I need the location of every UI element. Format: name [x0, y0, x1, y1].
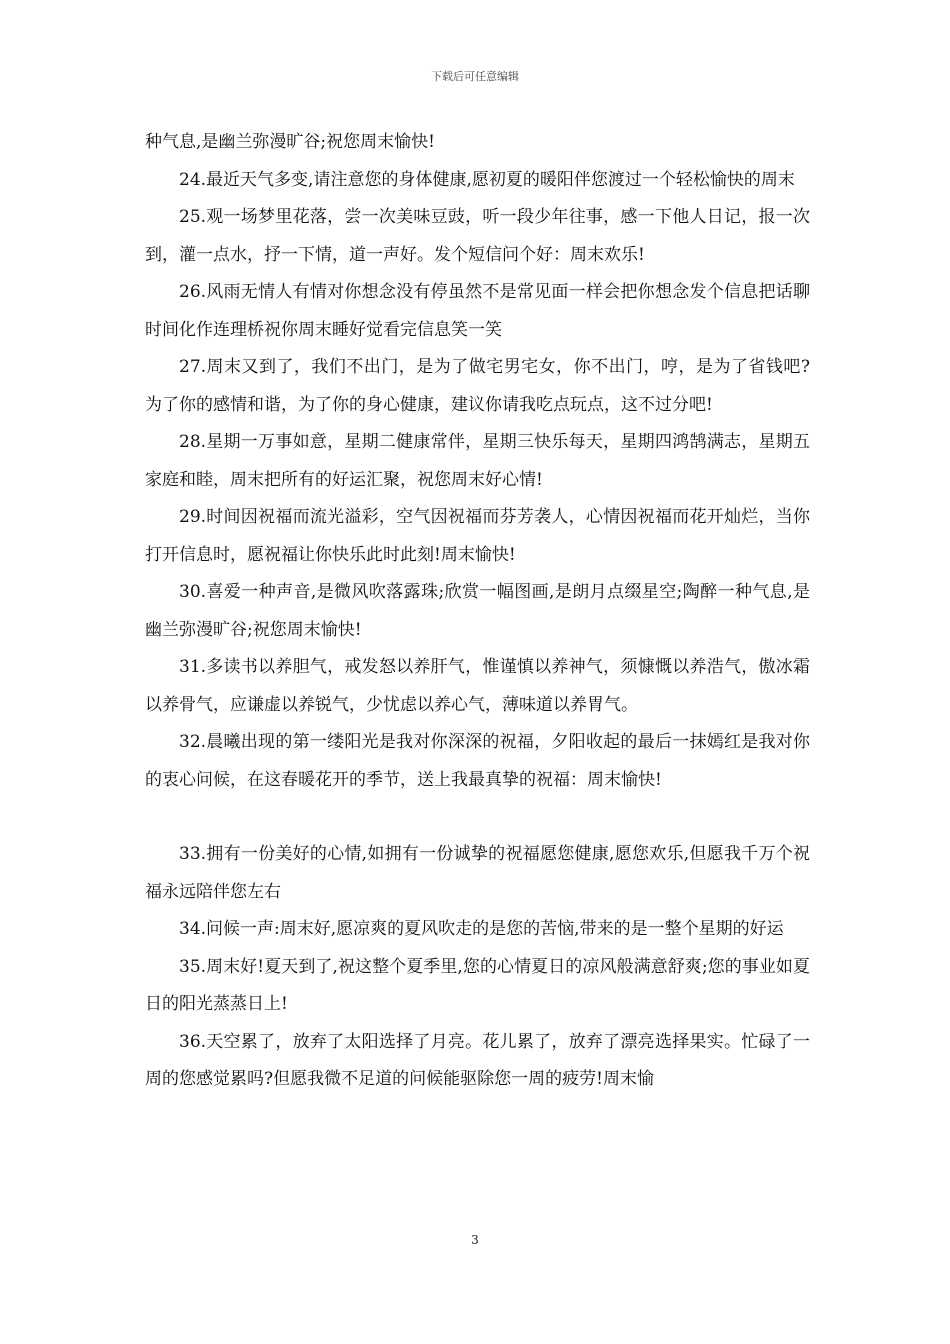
paragraph-31: 31.多读书以养胆气，戒发怒以养肝气，惟谨慎以养神气，须慷慨以养浩气，傲冰霜以养骨气，应谦虚以养锐气，少忧虑以养心气，薄味道以养胃气。: [145, 657, 810, 715]
document-body: [145, 124, 810, 1099]
paragraph-27: 27.周末又到了，我们不出门，是为了做宅男宅女，你不出门，哼，是为了省钱吧?为了你的感情和谐，为了你的身心健康，建议你请我吃点玩点，这不过分吧!: [145, 357, 810, 415]
paragraph-24: 24.最近天气多变,请注意您的身体健康,愿初夏的暖阳伴您渡过一个轻松愉快的周末: [179, 169, 795, 190]
page-header: 下载后可任意编辑: [431, 70, 519, 83]
paragraph-36: 36.天空累了，放弃了太阳选择了月亮。花儿累了，放弃了漂亮选择果实。忙碌了一周的您感觉累吗?但愿我微不足道的问候能驱除您一周的疲劳!周末愉: [145, 1031, 810, 1089]
paragraph-32: 32.晨曦出现的第一缕阳光是我对你深深的祝福，夕阳收起的最后一抹嫣红是我对你的衷心问候，在这春暖花开的季节，送上我最真挚的祝福：周末愉快!: [145, 732, 810, 790]
paragraph-29: 29.时间因祝福而流光溢彩，空气因祝福而芬芳袭人，心情因祝福而花开灿烂，当你打开信息时，愿祝福让你快乐此时此刻!周末愉快!: [145, 507, 810, 565]
paragraph-33: 33.拥有一份美好的心情,如拥有一份诚挚的祝福愿您健康,愿您欢乐,但愿我千万个祝福永远陪伴您左右: [145, 844, 810, 902]
paragraph-26: 26.风雨无情人有情对你想念没有停虽然不是常见面一样会把你想念发个信息把话聊时间化作连理桥祝你周末睡好觉看完信息笑一笑: [145, 282, 810, 340]
page-number: 3: [471, 1233, 479, 1247]
paragraph-34: 34.问候一声:周末好,愿凉爽的夏风吹走的是您的苦恼,带来的是一整个星期的好运: [179, 919, 784, 939]
paragraph-30: 30.喜爱一种声音,是微风吹落露珠;欣赏一幅图画,是朗月点缀星空;陶醉一种气息,是幽兰弥漫旷谷;祝您周末愉快!: [145, 582, 810, 640]
paragraph-28: 28.星期一万事如意，星期二健康常伴，星期三快乐每天，星期四鸿鹄满志，星期五家庭和睦，周末把所有的好运汇聚，祝您周末好心情!: [145, 432, 810, 490]
paragraph-continuation: 种气息,是幽兰弥漫旷谷;祝您周末愉快!: [145, 132, 435, 152]
paragraph-35: 35.周末好!夏天到了,祝这整个夏季里,您的心情夏日的凉风般满意舒爽;您的事业如夏日的阳光蒸蒸日上!: [145, 956, 810, 1014]
paragraph-25: 25.观一场梦里花落，尝一次美味豆豉，听一段少年往事，感一下他人日记，报一次到，灌一点水，抒一下情，道一声好。发个短信问个好：周末欢乐!: [145, 207, 810, 265]
